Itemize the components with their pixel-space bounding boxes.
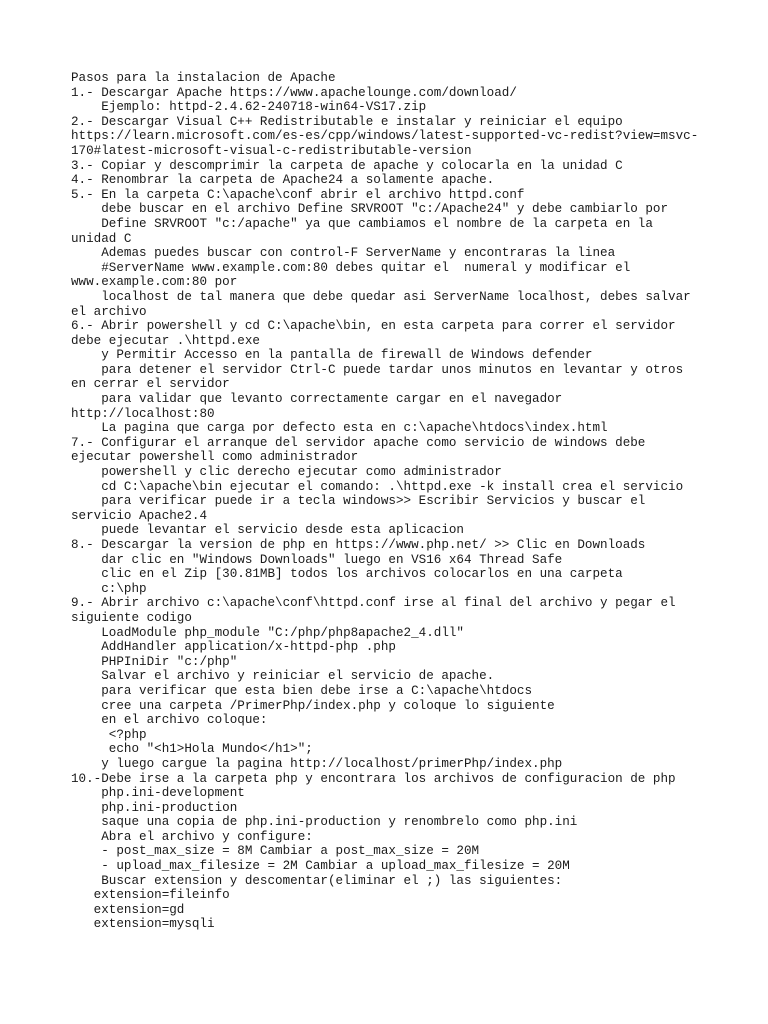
text-line: http://localhost:80 bbox=[71, 406, 215, 421]
text-line: puede levantar el servicio desde esta aplicacion bbox=[71, 523, 464, 538]
text-line: LoadModule php_module "C:/php/php8apache2_4.dll" bbox=[71, 625, 464, 640]
text-line: para detener el servidor Ctrl-C puede tardar unos minutos en levantar y otros bbox=[71, 362, 684, 377]
text-line: https://learn.microsoft.com/es-es/cpp/windows/latest-supported-vc-redist?view=msvc- bbox=[71, 129, 699, 144]
text-line: dar clic en "Windows Downloads" luego en VS16 x64 Thread Safe bbox=[71, 552, 563, 567]
text-line: cd C:\apache\bin ejecutar el comando: .\httpd.exe -k install crea el servicio bbox=[71, 479, 684, 494]
text-line: La pagina que carga por defecto esta en c:\apache\htdocs\index.html bbox=[71, 421, 608, 436]
text-line: - upload_max_filesize = 2M Cambiar a upload_max_filesize = 20M bbox=[71, 859, 570, 874]
text-line: para validar que levanto correctamente cargar en el navegador bbox=[71, 392, 563, 407]
text-line: extension=gd bbox=[71, 902, 185, 917]
text-line: unidad C bbox=[71, 231, 132, 246]
text-line: <?php bbox=[71, 727, 147, 742]
text-line: Ademas puedes buscar con control-F ServerName y encontraras la linea bbox=[71, 246, 616, 261]
text-line: 9.- Abrir archivo c:\apache\conf\httpd.conf irse al final del archivo y pegar el bbox=[71, 596, 676, 611]
text-line: 8.- Descargar la version de php en https://www.php.net/ >> Clic en Downloads bbox=[71, 538, 646, 552]
text-line: Define SRVROOT "c:/apache" ya que cambiamos el nombre de la carpeta en la bbox=[71, 216, 653, 231]
text-line: y luego cargue la pagina http://localhost/primerPhp/index.php bbox=[71, 756, 563, 771]
text-line: para verificar que esta bien debe irse a C:\apache\htdocs bbox=[71, 683, 533, 698]
document-body bbox=[71, 71, 711, 932]
text-line: extension=fileinfo bbox=[71, 888, 230, 903]
text-line: 170#latest-microsoft-visual-c-redistributable-version bbox=[71, 143, 472, 158]
text-line: 3.- Copiar y descomprimir la carpeta de apache y colocarla en la unidad C bbox=[71, 158, 623, 173]
text-line: cree una carpeta /PrimerPhp/index.php y coloque lo siguiente bbox=[71, 698, 555, 713]
text-line: echo "<h1>Hola Mundo</h1>"; bbox=[71, 742, 313, 757]
text-line: extension=mysqli bbox=[71, 917, 215, 932]
text-line: 10.-Debe irse a la carpeta php y encontrara los archivos de configuracion de php bbox=[71, 771, 676, 786]
text-line: ejecutar powershell como administrador bbox=[71, 450, 359, 465]
text-line: php.ini-production bbox=[71, 800, 238, 815]
text-line: Pasos para la instalacion de Apache bbox=[71, 71, 336, 85]
text-line: 1.- Descargar Apache https://www.apachelounge.com/download/ bbox=[71, 85, 517, 100]
text-line: 6.- Abrir powershell y cd C:\apache\bin, en esta carpeta para correr el servidor bbox=[71, 319, 676, 334]
text-line: siguiente codigo bbox=[71, 610, 192, 625]
text-line: debe buscar en el archivo Define SRVROOT "c:/Apache24" y debe cambiarlo por bbox=[71, 202, 669, 217]
text-line: c:\php bbox=[71, 581, 147, 596]
text-line: y Permitir Accesso en la pantalla de firewall de Windows defender bbox=[71, 348, 593, 363]
text-line: - post_max_size = 8M Cambiar a post_max_size = 20M bbox=[71, 844, 480, 859]
text-line: en el archivo coloque: bbox=[71, 713, 268, 728]
text-line: www.example.com:80 por bbox=[71, 275, 238, 290]
text-line: servicio Apache2.4 bbox=[71, 508, 208, 523]
text-line: en cerrar el servidor bbox=[71, 377, 230, 392]
text-line: debe ejecutar .\httpd.exe bbox=[71, 333, 260, 348]
text-line: #ServerName www.example.com:80 debes quitar el numeral y modificar el bbox=[71, 260, 631, 275]
text-line: 2.- Descargar Visual C++ Redistributable e instalar y reiniciar el equipo bbox=[71, 114, 623, 129]
text-line: 4.- Renombrar la carpeta de Apache24 a solamente apache. bbox=[71, 173, 495, 188]
text-line: powershell y clic derecho ejecutar como administrador bbox=[71, 465, 502, 480]
text-line: 5.- En la carpeta C:\apache\conf abrir el archivo httpd.conf bbox=[71, 187, 525, 202]
text-line: AddHandler application/x-httpd-php .php bbox=[71, 640, 396, 655]
text-line: localhost de tal manera que debe quedar asi ServerName localhost, debes salvar bbox=[71, 289, 691, 304]
text-line: Abra el archivo y configure: bbox=[71, 829, 313, 844]
text-line: clic en el Zip [30.81MB] todos los archivos colocarlos en una carpeta bbox=[71, 567, 623, 582]
text-line: PHPIniDir "c:/php" bbox=[71, 654, 238, 669]
text-line: Buscar extension y descomentar(eliminar el ;) las siguientes: bbox=[71, 873, 563, 888]
text-line: 7.- Configurar el arranque del servidor apache como servicio de windows debe bbox=[71, 435, 646, 450]
text-line: Salvar el archivo y reiniciar el servicio de apache. bbox=[71, 669, 495, 684]
text-line: php.ini-development bbox=[71, 786, 245, 801]
text-line: Ejemplo: httpd-2.4.62-240718-win64-VS17.zip bbox=[71, 100, 427, 115]
text-line: saque una copia de php.ini-production y renombrelo como php.ini bbox=[71, 815, 578, 830]
text-line: para verificar puede ir a tecla windows>> Escribir Servicios y buscar el bbox=[71, 494, 646, 509]
text-line: el archivo bbox=[71, 304, 147, 319]
